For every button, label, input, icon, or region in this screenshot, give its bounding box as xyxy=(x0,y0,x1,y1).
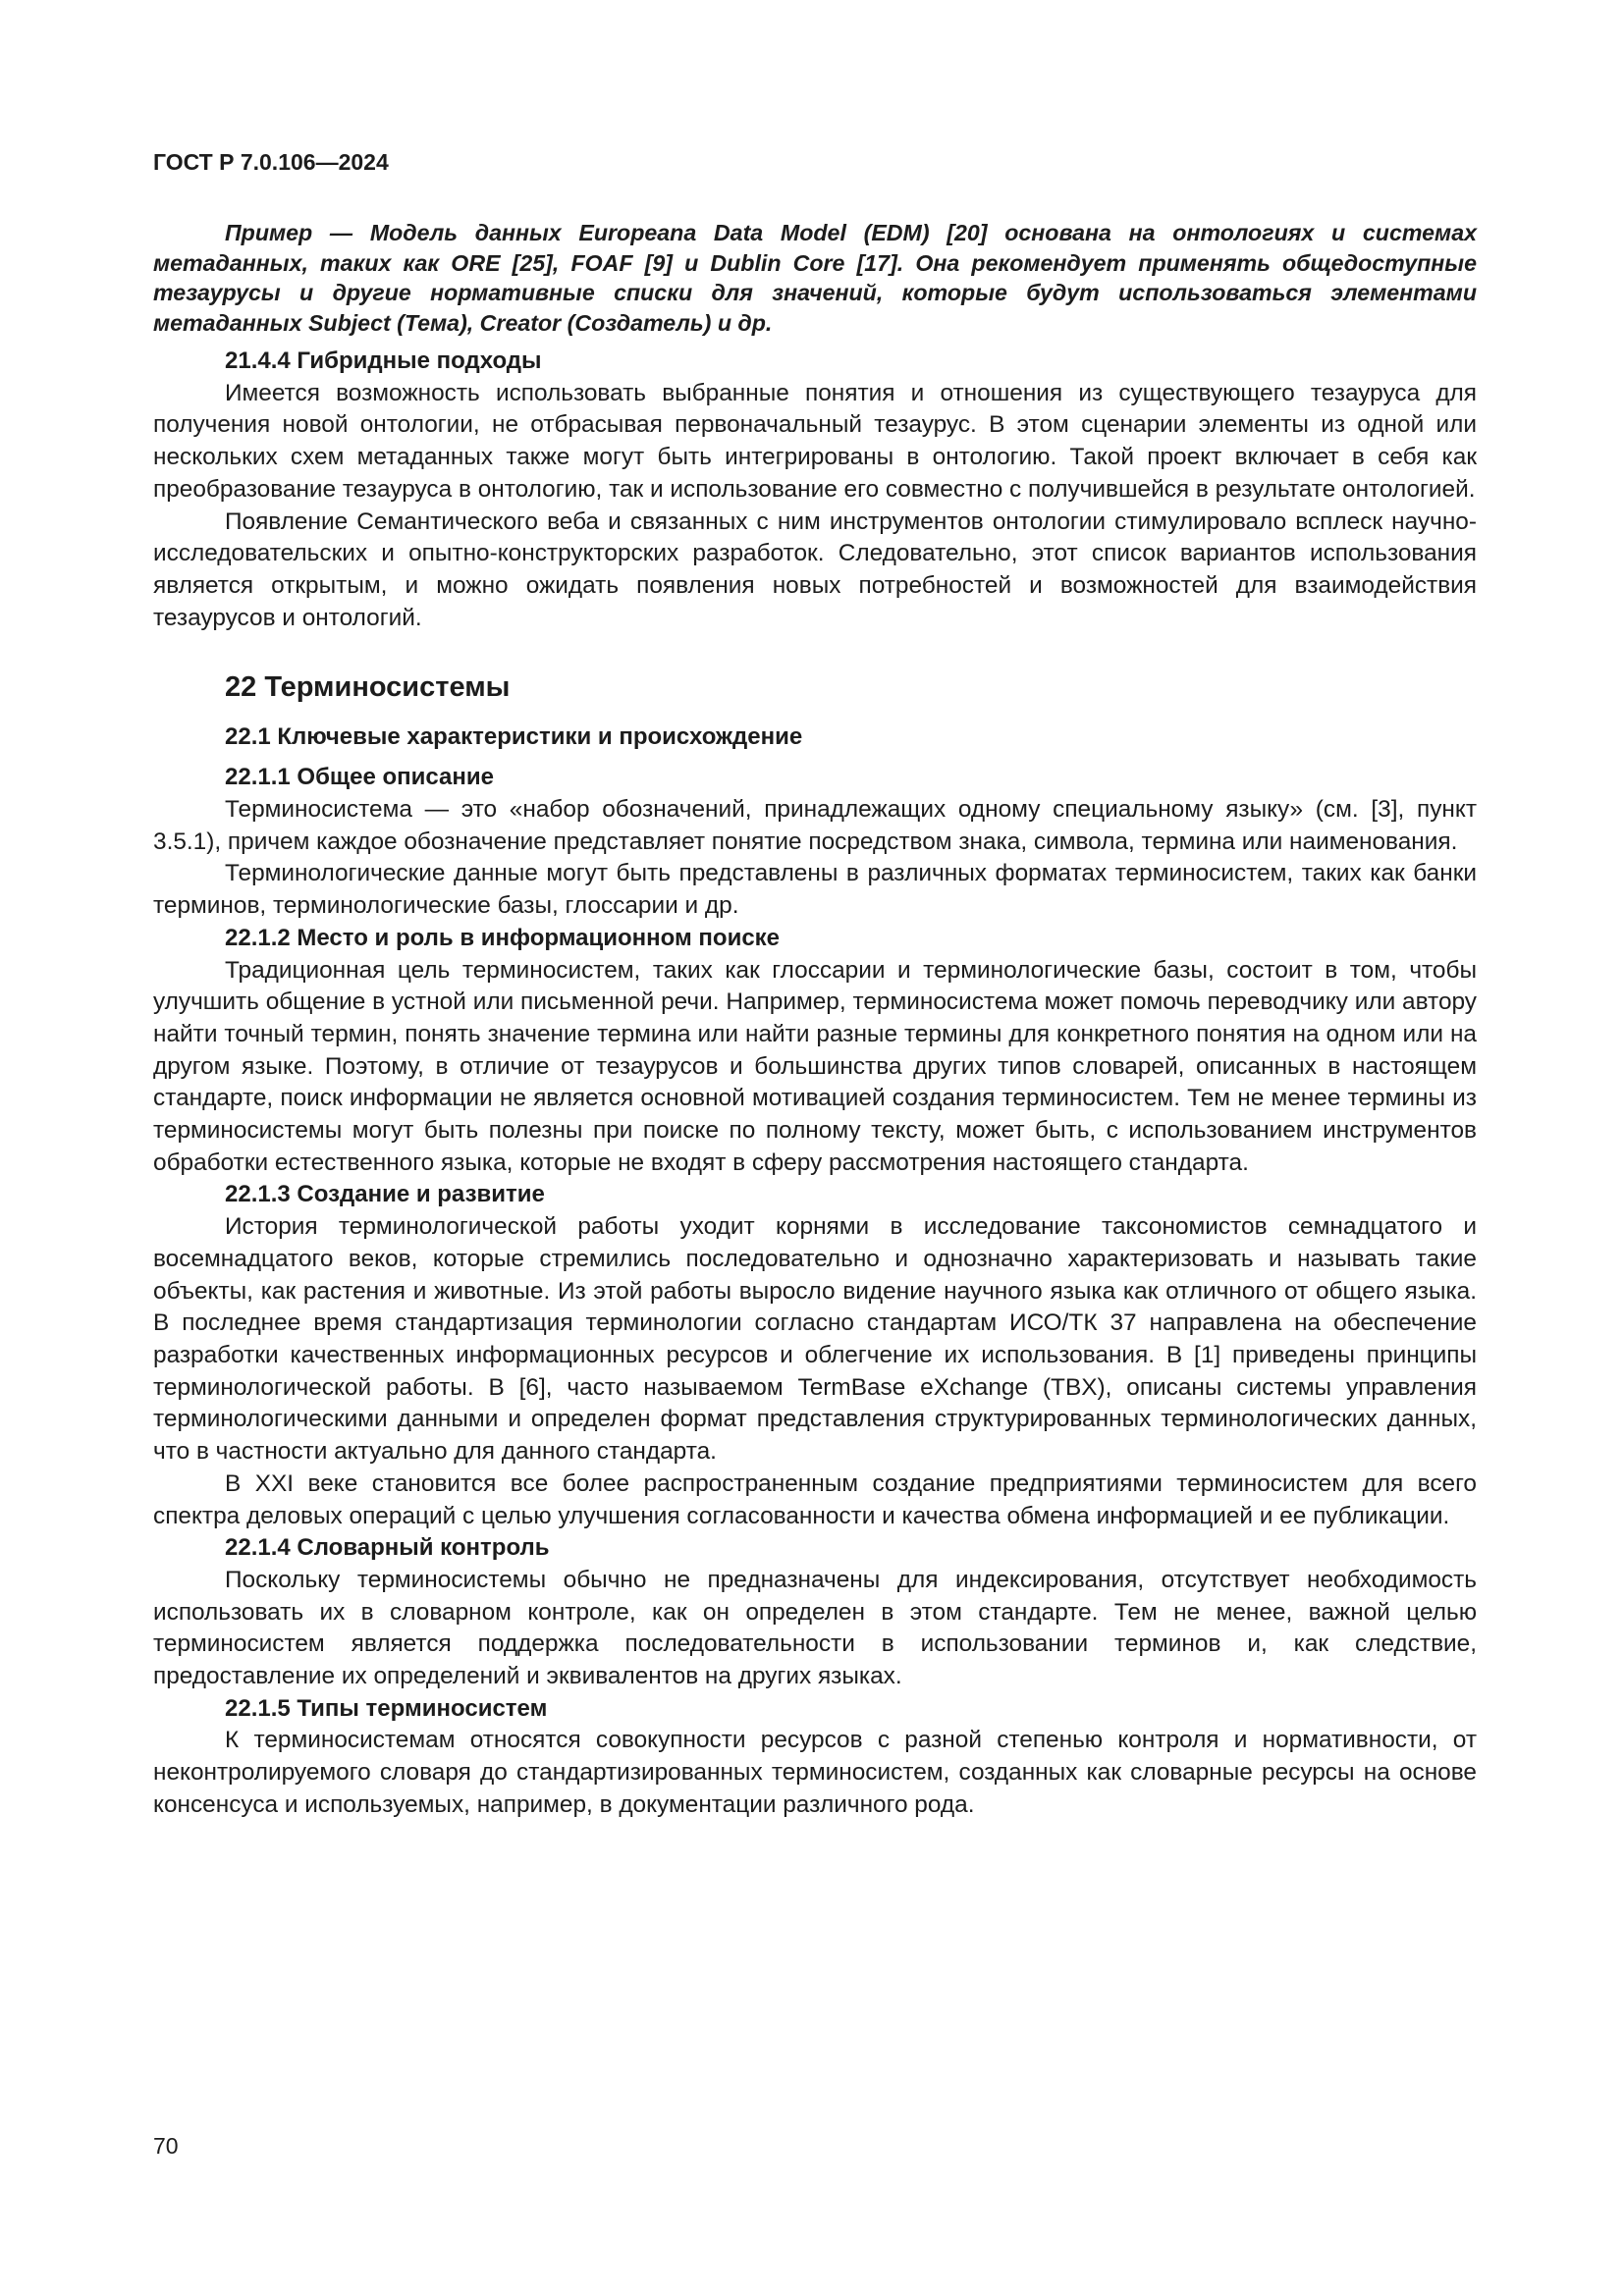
section-21-4-4-title: 21.4.4 Гибридные подходы xyxy=(225,347,542,374)
section-22-1-2-title: 22.1.2 Место и роль в информационном поиске xyxy=(225,924,781,951)
section-22-title: 22 Терминосистемы xyxy=(225,671,511,704)
page-number: 70 xyxy=(153,2133,179,2159)
section-22-1-2-paragraph-1: Традиционная цель терминосистем, таких как глоссарии и терминологические базы, состоит в том, чтобы улучшить общение в устной или письменной речи. Например, терминосистема может помочь переводчику или автору найти точный термин, понять значение термина или найти разные термины для конкретного понятия на одном или на другом языке. Поэтому, в отличие от тезаурусов и большинства других типов словарей, описанных в настоящем стандарте, поиск информации не является основной мотивацией создания терминосистем. Тем не менее термины из терминосистемы могут быть полезны при поиске по полному тексту, может быть, с использованием инструментов обработки естественного языка, которые не входят в сферу рассмотрения настоящего стандарта. xyxy=(153,956,1477,1176)
section-22-1-4-paragraph-1: Поскольку терминосистемы обычно не предназначены для индексирования, отсутствует необходимость использовать их в словарном контроле, как он определен в этом стандарте. Тем не менее, важной целью терминосистем является поддержка последовательности в использовании терминов и, как следствие, предоставление их определений и эквивалентов на других языках. xyxy=(153,1566,1477,1690)
section-22-1-3-paragraph-2: В XXI веке становится все более распространенным создание предприятиями терминосистем для всего спектра деловых операций с целью улучшения согласованности и качества обмена информацией и ее публикации. xyxy=(153,1469,1478,1529)
section-21-4-4-paragraph-1: Имеется возможность использовать выбранные понятия и отношения из существующего тезауруса для получения новой онтологии, не отбрасывая первоначальный тезаурус. В этом сценарии элементы из одной или нескольких схем метаданных также могут быть интегрированы в онтологию. Такой проект включает в себя как преобразование тезауруса в онтологию, так и использование его совместно с получившейся в результате онтологией. xyxy=(153,379,1477,503)
section-22-1-1-paragraph-2: Терминологические данные могут быть представлены в различных форматах терминосистем, таких как банки терминов, терминологические базы, глоссарии и др. xyxy=(153,860,1477,920)
section-22-1-4-title: 22.1.4 Словарный контроль xyxy=(225,1534,550,1562)
document-code: ГОСТ Р 7.0.106—2024 xyxy=(153,149,389,175)
section-22-1-1-title: 22.1.1 Общее описание xyxy=(225,764,494,791)
section-22-1-3-paragraph-1: История терминологической работы уходит корнями в исследование таксономистов семнадцатого и восемнадцатого веков, которые стремились последовательно и однозначно характеризовать и называть такие объекты, как растения и животные. Из этой работы выросло видение научного языка как отличного от общего языка. В последнее время стандартизация терминологии согласно стандартам ИСО/ТК 37 направлена на обеспечение разработки качественных информационных ресурсов и облегчение их использования. В [1] приведены принципы терминологической работы. В [6], часто называемом TermBase eXchange (TBX), описаны системы управления терминологическими данными и определен формат представления структурированных терминологических данных, что в частности актуально для данного стандарта. xyxy=(153,1213,1477,1466)
section-21-4-4-paragraph-2: Появление Семантического веба и связанных с ним инструментов онтологии стимулировало всплеск научно-исследовательских и опытно-конструкторских разработок. Следовательно, этот список вариантов использования является открытым, и можно ожидать появления новых потребностей и возможностей для взаимодействия тезаурусов и онтологий. xyxy=(153,507,1477,631)
section-22-1-5-title: 22.1.5 Типы терминосистем xyxy=(225,1694,548,1722)
section-22-1-3-title: 22.1.3 Создание и развитие xyxy=(225,1181,545,1208)
document-page xyxy=(153,147,1477,1822)
section-22-1-5-paragraph-1: К терминосистемам относятся совокупности ресурсов с разной степенью контроля и нормативности, от неконтролируемого словаря до стандартизированных терминосистем, созданных как словарные ресурсы на основе консенсуса и используемых, например, в документации различного рода. xyxy=(153,1727,1477,1818)
section-22-1-title: 22.1 Ключевые характеристики и происхождение xyxy=(225,723,803,751)
example-note: Пример — Модель данных Europeana Data Model (EDM) [20] основана на онтологиях и системах метаданных, таких как ORE [25], FOAF [9] и Dublin Core [17]. Она рекомендует применять общедоступные тезаурусы и другие нормативные списки для значений, которые будут использоваться элементами метаданных Subject (Тема), Creator (Создатель) и др. xyxy=(153,220,1477,336)
section-22-1-1-paragraph-1: Терминосистема — это «набор обозначений, принадлежащих одному специальному языку» (см. [3], пункт 3.5.1), причем каждое обозначение представляет понятие посредством знака, символа, термина или наименования. xyxy=(153,796,1477,855)
